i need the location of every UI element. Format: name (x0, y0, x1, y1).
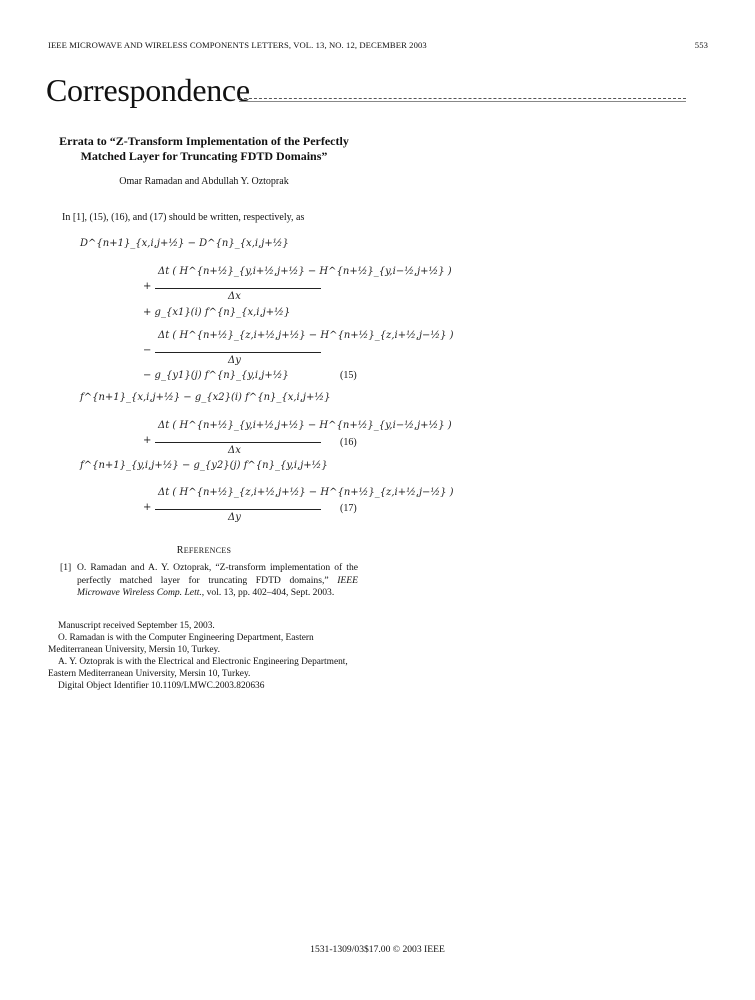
eq15-number: (15) (340, 370, 357, 381)
eq16-numerator: Δt ( H^{n+½}_{y,i+½,j+½} − H^{n+½}_{y,i−½,j+½} ) (158, 420, 452, 431)
eq15-term1-denominator: Δx (228, 291, 241, 302)
references-heading-rest: EFERENCES (183, 546, 232, 555)
reference-text-main: O. Ramadan and A. Y. Oztoprak, “Z-transform implementation of the perfectly matched layer for truncating FDTD domains,” (77, 562, 358, 586)
footnote-received: Manuscript received September 15, 2003. (58, 621, 215, 631)
footnotes (48, 620, 360, 692)
eq17-fraction-bar (155, 509, 321, 510)
section-header (46, 72, 686, 112)
journal-citation: IEEE MICROWAVE AND WIRELESS COMPONENTS LETTERS, VOL. 13, NO. 12, DECEMBER 2003 (48, 40, 427, 50)
intro-paragraph: In [1], (15), (16), and (17) should be written, respectively, as (62, 212, 305, 223)
eq16-denominator: Δx (228, 445, 241, 456)
eq15-term1-numerator: Δt ( H^{n+½}_{y,i+½,j+½} − H^{n+½}_{y,i−½,j+½} ) (158, 266, 452, 277)
eq15-fraction-bar-1 (155, 288, 321, 289)
eq17-lhs: f^{n+1}_{y,i,j+½} − g_{y2}(j) f^{n}_{y,i,j+½} (80, 460, 328, 471)
reference-text-tail: , vol. 13, pp. 402–404, Sept. 2003. (201, 587, 335, 598)
eq16-lhs: f^{n+1}_{x,i,j+½} − g_{x2}(i) f^{n}_{x,i,j+½} (80, 392, 331, 403)
eq15-minus-1: − (143, 345, 152, 356)
eq15-term3-numerator: Δt ( H^{n+½}_{z,i+½,j+½} − H^{n+½}_{z,i+½,j−½} ) (158, 330, 454, 341)
authors: Omar Ramadan and Abdullah Y. Oztoprak (119, 176, 289, 187)
reference-text (77, 562, 358, 600)
footnote-affiliation-2: A. Y. Oztoprak is with the Electrical and Electronic Engineering Department, Eastern Mediterranean University, Mersin 10, Turkey. (48, 657, 348, 679)
section-rule-dashed (239, 98, 686, 99)
eq16-number: (16) (340, 437, 357, 448)
article-title-line2: Matched Layer for Truncating FDTD Domains” (80, 149, 328, 163)
reference-item (60, 562, 358, 600)
section-rule (239, 101, 686, 102)
references-heading (48, 545, 360, 556)
article-title (48, 134, 360, 164)
eq15-term2: + g_{x1}(i) f^{n}_{x,i,j+½} (143, 307, 291, 318)
eq15-term3-denominator: Δy (228, 355, 241, 366)
running-header (48, 40, 708, 50)
eq15-lhs: D^{n+1}_{x,i,j+½} − D^{n}_{x,i,j+½} (80, 238, 289, 249)
footnote-doi: Digital Object Identifier 10.1109/LMWC.2003.820636 (58, 681, 265, 691)
references-heading-first: R (176, 545, 184, 556)
eq15-plus-1: + (143, 281, 152, 292)
section-title: Correspondence (46, 72, 250, 108)
eq16-plus: + (143, 435, 152, 446)
reference-venue: IEEE Microwave Wireless Comp. Lett. (77, 574, 358, 598)
reference-number: [1] (60, 562, 72, 573)
page-number: 553 (694, 40, 708, 50)
eq17-plus: + (143, 502, 152, 513)
copyright-line: 1531-1309/03$17.00 © 2003 IEEE (310, 944, 445, 955)
article-title-line1: Errata to “Z-Transform Implementation of the Perfectly (59, 134, 349, 148)
eq15-fraction-bar-2 (155, 352, 321, 353)
eq15-term4: − g_{y1}(j) f^{n}_{y,i,j+½} (143, 370, 289, 381)
eq17-denominator: Δy (228, 512, 241, 523)
eq17-numerator: Δt ( H^{n+½}_{z,i+½,j+½} − H^{n+½}_{z,i+½,j−½} ) (158, 487, 454, 498)
eq17-number: (17) (340, 503, 357, 514)
eq16-fraction-bar (155, 442, 321, 443)
footnote-affiliation-1: O. Ramadan is with the Computer Engineering Department, Eastern Mediterranean University, Mersin 10, Turkey. (48, 633, 314, 655)
